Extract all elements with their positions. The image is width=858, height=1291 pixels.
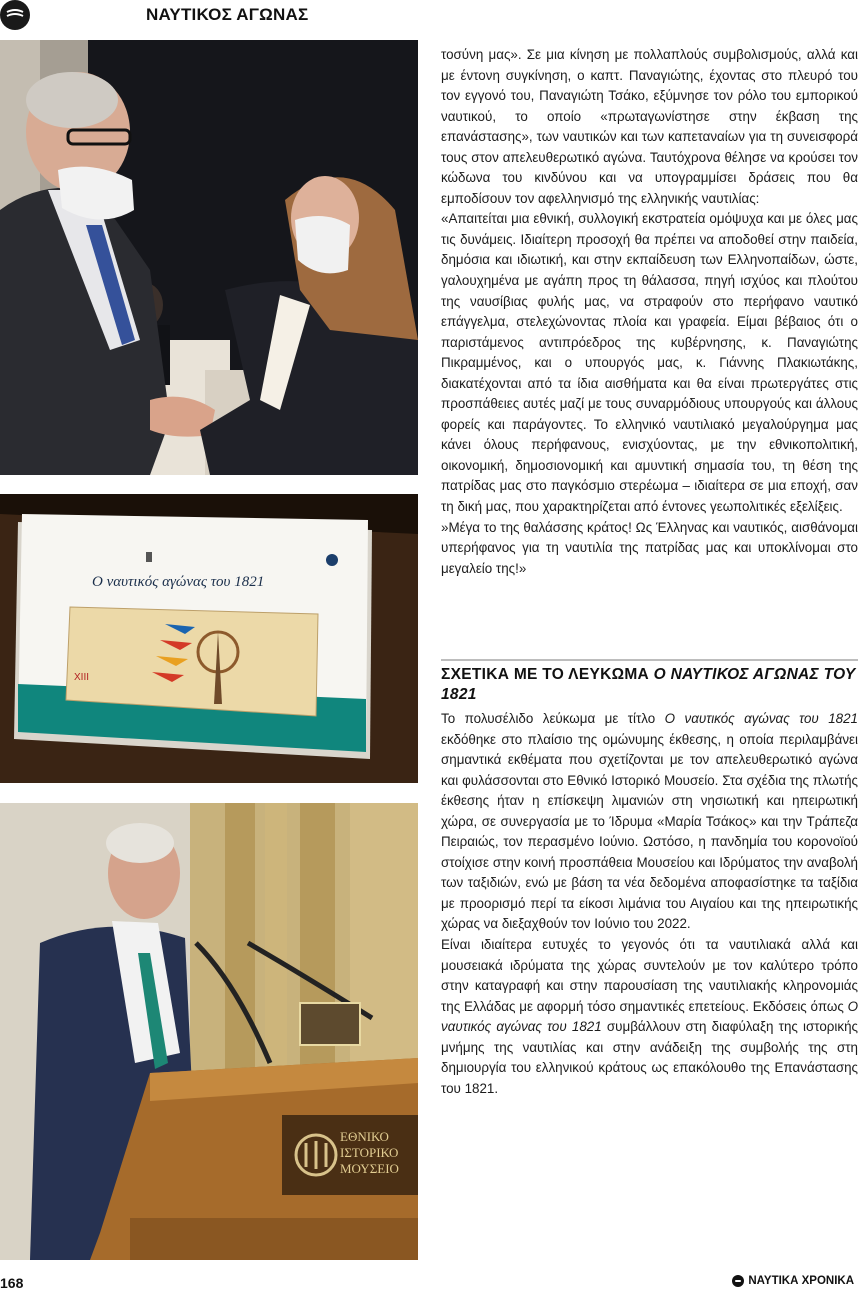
handshake-photo <box>0 40 418 475</box>
article-paragraph: τοσύνη μας». Σε μια κίνηση με πολλαπλούς συμβολισμούς, αλλά και με έντονη συγκίνηση, ο καπτ. Παναγιώτης, έχοντας στο πλευρό του τον εγγονό του, Παναγιώτη Τσάκο, εξύμνησε τον ρόλο του εμπορικού ναυτικού, το οποίο «πρωταγωνίστησε στην έκβαση της επανάστασης», των ναυτικών και των καπεταναίων για τη συνεισφορά τους στον απελευθερωτικό αγώνα. Ταυτόχρονα θέλησε να κρούσει τον κώδωνα του κινδύνου και να υπογραμμίσει δράσεις που θα εμποδίσουν τον αφελληνισμό της ελληνικής ναυτιλίας: <box>441 47 858 206</box>
magazine-logo-icon <box>0 0 30 30</box>
section-divider <box>441 659 858 661</box>
article-column-2 <box>441 709 858 1099</box>
page-number: 168 <box>0 1275 24 1291</box>
album-cover-title: Ο ναυτικός αγώνας του 1821 <box>92 574 265 590</box>
svg-text:ΜΟΥΣΕΙΟ: ΜΟΥΣΕΙΟ <box>340 1161 399 1176</box>
section-heading-plain: ΣΧΕΤΙΚΑ ΜΕ ΤΟ ΛΕΥΚΩΜΑ <box>441 666 654 683</box>
podium-sign-text: ΕΘΝΙΚΟ <box>340 1129 389 1144</box>
quote-paragraph: «Απαιτείται μια εθνική, συλλογική εκστρατεία ομόψυχα και με όλες μας τις δυνάμεις. Ιδιαίτερη προσοχή θα πρέπει να αποδοθεί στην παιδεία, δημόσια και ιδιωτική, και στην εκπαίδευση των Ελληνοπαίδων, ώστε, γαλουχημένα με αγάπη προς τη θάλασσα, πηγή ισχύος και πλούτου της ναυσίβιας φυλής μας, να στραφούν στο περήφανο ναυτικό επάγγελμα, στελεχώνοντας πλοία και γραφεία. Είμαι βέβαιος ότι ο παριστάμενος αντιπρόεδρος της κυβέρνησης, κ. Παναγιώτης Πικραμμένος, και ο υπουργός μας, κ. Γιάννης Πλακιωτάκης, διακατέχονται από τα ίδια αισθήματα και θα είναι πρωτεργάτες στις προσπάθειες αυτές μαζί με τους συναρμόδιους υπουργούς και άλλους φορείς και παράγοντες. Το ελληνικό ναυτιλιακό μεγαλούργημα μας κάνει όλους περήφανους, ενισχύοντας, με την εθνικοπολιτική, οικονομική, δημοσιονομική και αμυντική σημασία του, τη θέση της πατρίδας μας στο παγκόσμιο στερέωμα – ιδιαίτερα σε μια εποχή, σαν τη δική μας, που χαρακτηρίζεται από έντονες γεωπολιτικές εξελίξεις. <box>441 211 858 515</box>
quote-closing-paragraph: »Μέγα το της θαλάσσης κράτος! Ως Έλληνας και ναυτικός, αισθάνομαι υπερήφανος για τη ναυτιλία της πατρίδας μας και υποκλίνομαι στο μεγαλείο της!» <box>441 519 858 576</box>
speaker-podium-photo <box>0 803 418 1260</box>
brand-logo-icon <box>732 1275 744 1287</box>
album-photo <box>0 494 418 783</box>
album-paragraph-2: Είναι ιδιαίτερα ευτυχές το γεγονός ότι τα ναυτιλιακά αλλά και μουσειακά ιδρύματα της χώρας συντελούν με τον καλύτερο τρόπο στην καταγραφή και στην παρουσίαση της ναυτιλιακής κληρονομιάς της Ελλάδας με αφορμή τόσο σημαντικές επετείους. Εκδόσεις όπως Ο ναυτικός αγώνας του 1821 συμβάλλουν στη διαφύλαξη της ιστορικής μνήμης της ναυτιλίας και στην ανάδειξη της συμβολής της στη δημιουργία του ελληνικού κράτους ως επακόλουθο της Επανάστασης του 1821. <box>441 937 858 1096</box>
svg-text:XIII: XIII <box>74 672 90 683</box>
svg-text:ΙΣΤΟΡΙΚΟ: ΙΣΤΟΡΙΚΟ <box>340 1145 399 1160</box>
section-heading-italic: Ο ΝΑΥΤΙΚΟΣ ΑΓΩΝΑΣ ΤΟΥ 1821 <box>441 666 856 703</box>
section-title: ΝΑΥΤΙΚΟΣ ΑΓΩΝΑΣ <box>146 5 309 24</box>
footer-brand <box>732 1275 854 1287</box>
article-column-1 <box>441 45 858 579</box>
album-paragraph-1: Το πολυσέλιδο λεύκωμα με τίτλο Ο ναυτικός αγώνας του 1821 εκδόθηκε στο πλαίσιο της ομώνυμης έκθεσης, η οποία περιλαμβάνει σημαντικά εκθέματα που σχετίζονται με τον απελευθερωτικό αγώνα και φυλάσσονται στο Εθνικό Ιστορικό Μουσείο. Στα σχέδια της πλωτής έκθεσης ήταν η επίσκεψη λιμανιών στη νησιωτική και ηπειρωτική χώρα, σε συνεργασία με το Ίδρυμα «Μαρία Τσάκος» και την Τράπεζα Πειραιώς, τον περασμένο Ιούνιο. Ωστόσο, η πανδημία του κορονοϊού στοίχισε στην κοινή προσπάθεια Μουσείου και Ιδρύματος την αναβολή των ταξιδιών, ενώ με βάση τα νέα δεδομένα αποφασίστηκε τα ταξίδια με προορισμό περί τα είκοσι λιμάνια του Αιγαίου και της ηπειρωτικής χώρας να διεξαχθούν τον Ιούνιο του 2022. <box>441 711 858 932</box>
brand-name: ΝΑΥΤΙΚΑ ΧΡΟΝΙΚΑ <box>748 1275 854 1287</box>
section-heading <box>441 665 858 705</box>
